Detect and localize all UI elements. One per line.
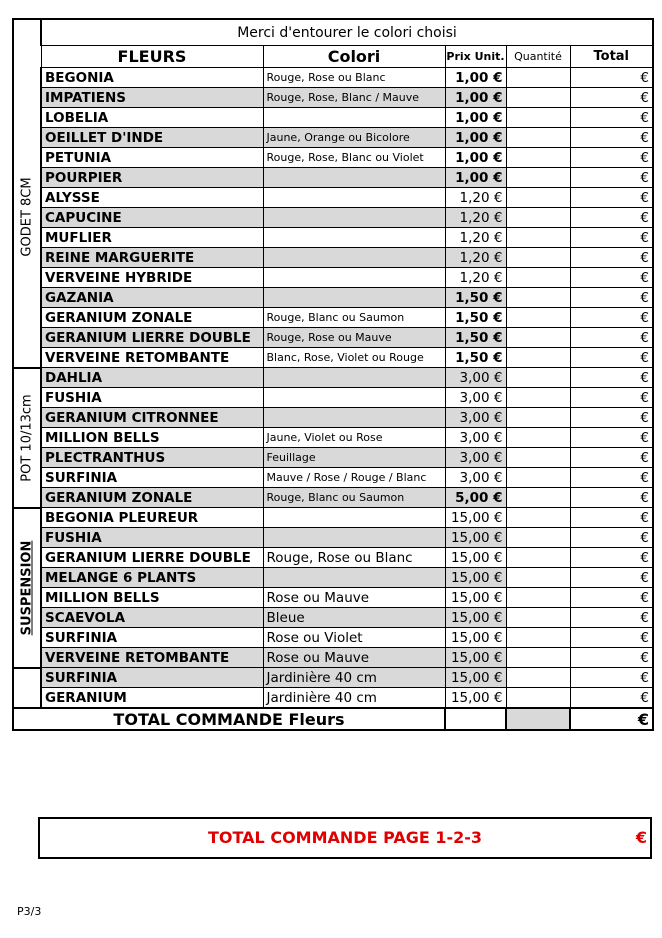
table-row	[13, 428, 653, 448]
quantity-cell[interactable]	[506, 608, 570, 628]
col-header-colori: Colori	[263, 46, 445, 68]
unit-price: 15,00 €	[445, 668, 506, 688]
colori-cell[interactable]: Rouge, Rose ou Blanc	[263, 68, 445, 88]
colori-cell[interactable]: Rouge, Blanc ou Saumon	[263, 308, 445, 328]
flower-name: POURPIER	[41, 168, 263, 188]
line-total: €	[570, 208, 653, 228]
unit-price: 15,00 €	[445, 628, 506, 648]
page-number: P3/3	[17, 905, 42, 918]
line-total: €	[570, 588, 653, 608]
colori-cell[interactable]: Mauve / Rose / Rouge / Blanc	[263, 468, 445, 488]
colori-cell[interactable]	[263, 268, 445, 288]
flower-name: LOBELIA	[41, 108, 263, 128]
quantity-cell[interactable]	[506, 168, 570, 188]
unit-price: 1,00 €	[445, 68, 506, 88]
unit-price: 1,50 €	[445, 308, 506, 328]
flower-name: MILLION BELLS	[41, 428, 263, 448]
line-total: €	[570, 488, 653, 508]
line-total: €	[570, 408, 653, 428]
colori-cell[interactable]: Rose ou Mauve	[263, 648, 445, 668]
unit-price: 15,00 €	[445, 508, 506, 528]
colori-cell[interactable]	[263, 188, 445, 208]
flower-name: IMPATIENS	[41, 88, 263, 108]
table-row	[13, 188, 653, 208]
table-row	[13, 148, 653, 168]
colori-cell[interactable]: Blanc, Rose, Violet ou Rouge	[263, 348, 445, 368]
flower-name: GERANIUM	[41, 688, 263, 709]
table-row	[13, 648, 653, 668]
col-header-prix: Prix Unit.	[445, 46, 506, 68]
unit-price: 15,00 €	[445, 588, 506, 608]
total-quantity-cell	[506, 708, 570, 730]
total-fleurs-value: €	[570, 708, 653, 730]
flower-name: GAZANIA	[41, 288, 263, 308]
quantity-cell[interactable]	[506, 588, 570, 608]
flower-name: OEILLET D'INDE	[41, 128, 263, 148]
colori-cell[interactable]: Jaune, Violet ou Rose	[263, 428, 445, 448]
quantity-cell[interactable]	[506, 268, 570, 288]
flower-name: FUSHIA	[41, 388, 263, 408]
flower-name: BEGONIA PLEUREUR	[41, 508, 263, 528]
line-total: €	[570, 388, 653, 408]
quantity-cell[interactable]	[506, 628, 570, 648]
table-row	[13, 668, 653, 688]
quantity-cell[interactable]	[506, 468, 570, 488]
colori-cell[interactable]: Jaune, Orange ou Bicolore	[263, 128, 445, 148]
line-total: €	[570, 628, 653, 648]
unit-price: 1,00 €	[445, 168, 506, 188]
category-cell	[13, 68, 41, 368]
quantity-cell[interactable]	[506, 248, 570, 268]
unit-price: 3,00 €	[445, 428, 506, 448]
colori-cell[interactable]: Rouge, Rose ou Mauve	[263, 328, 445, 348]
corner-cell-2	[13, 46, 41, 68]
colori-cell[interactable]: Rouge, Rose, Blanc ou Violet	[263, 148, 445, 168]
colori-cell[interactable]: Rose ou Violet	[263, 628, 445, 648]
table-row	[13, 548, 653, 568]
quantity-cell[interactable]	[506, 508, 570, 528]
unit-price: 3,00 €	[445, 388, 506, 408]
colori-cell[interactable]	[263, 288, 445, 308]
unit-price: 1,00 €	[445, 88, 506, 108]
flower-name: ALYSSE	[41, 188, 263, 208]
quantity-cell[interactable]	[506, 648, 570, 668]
line-total: €	[570, 288, 653, 308]
table-row	[13, 88, 653, 108]
quantity-cell[interactable]	[506, 228, 570, 248]
unit-price: 1,00 €	[445, 148, 506, 168]
flower-name: SURFINIA	[41, 668, 263, 688]
colori-cell[interactable]: Jardinière 40 cm	[263, 688, 445, 709]
table-row	[13, 448, 653, 468]
order-form	[12, 18, 652, 731]
unit-price: 15,00 €	[445, 608, 506, 628]
unit-price: 1,20 €	[445, 248, 506, 268]
quantity-cell[interactable]	[506, 88, 570, 108]
flower-name: GERANIUM LIERRE DOUBLE	[41, 548, 263, 568]
table-row	[13, 688, 653, 709]
table-row	[13, 588, 653, 608]
grand-total-label: TOTAL COMMANDE PAGE 1-2-3	[207, 828, 483, 847]
line-total: €	[570, 68, 653, 88]
quantity-cell[interactable]	[506, 348, 570, 368]
flower-name: GERANIUM LIERRE DOUBLE	[41, 328, 263, 348]
quantity-cell[interactable]	[506, 148, 570, 168]
quantity-cell[interactable]	[506, 428, 570, 448]
line-total: €	[570, 448, 653, 468]
quantity-cell[interactable]	[506, 328, 570, 348]
flower-name: CAPUCINE	[41, 208, 263, 228]
table-row	[13, 568, 653, 588]
colori-cell[interactable]: Bleue	[263, 608, 445, 628]
unit-price: 15,00 €	[445, 528, 506, 548]
line-total: €	[570, 368, 653, 388]
table-row	[13, 388, 653, 408]
unit-price: 15,00 €	[445, 688, 506, 709]
unit-price: 1,20 €	[445, 228, 506, 248]
unit-price: 15,00 €	[445, 568, 506, 588]
quantity-cell[interactable]	[506, 568, 570, 588]
flower-name: VERVEINE RETOMBANTE	[41, 648, 263, 668]
colori-cell[interactable]	[263, 368, 445, 388]
table-row	[13, 348, 653, 368]
total-fleurs-label: TOTAL COMMANDE Fleurs	[13, 708, 445, 730]
unit-price: 5,00 €	[445, 488, 506, 508]
quantity-cell[interactable]	[506, 688, 570, 709]
col-header-fleurs: FLEURS	[41, 46, 263, 68]
colori-cell[interactable]	[263, 228, 445, 248]
line-total: €	[570, 528, 653, 548]
unit-price: 1,20 €	[445, 188, 506, 208]
line-total: €	[570, 148, 653, 168]
flower-name: BEGONIA	[41, 68, 263, 88]
line-total: €	[570, 188, 653, 208]
quantity-cell[interactable]	[506, 668, 570, 688]
flower-name: GERANIUM ZONALE	[41, 488, 263, 508]
colori-cell[interactable]	[263, 528, 445, 548]
table-row	[13, 328, 653, 348]
flower-name: VERVEINE RETOMBANTE	[41, 348, 263, 368]
colori-cell[interactable]: Rouge, Blanc ou Saumon	[263, 488, 445, 508]
flower-name: DAHLIA	[41, 368, 263, 388]
flower-name: MELANGE 6 PLANTS	[41, 568, 263, 588]
order-table	[12, 18, 654, 731]
unit-price: 15,00 €	[445, 548, 506, 568]
total-fleurs-row	[13, 708, 653, 730]
colori-cell[interactable]: Feuillage	[263, 448, 445, 468]
line-total: €	[570, 308, 653, 328]
colori-cell[interactable]	[263, 168, 445, 188]
table-row	[13, 228, 653, 248]
line-total: €	[570, 328, 653, 348]
colori-cell[interactable]	[263, 568, 445, 588]
unit-price: 1,20 €	[445, 268, 506, 288]
instruction-title: Merci d'entourer le colori choisi	[41, 19, 653, 46]
table-row	[13, 628, 653, 648]
table-row	[13, 68, 653, 88]
unit-price: 15,00 €	[445, 648, 506, 668]
unit-price: 3,00 €	[445, 368, 506, 388]
corner-cell	[13, 19, 41, 46]
table-row	[13, 308, 653, 328]
unit-price: 1,50 €	[445, 348, 506, 368]
line-total: €	[570, 108, 653, 128]
colori-cell[interactable]	[263, 408, 445, 428]
quantity-cell[interactable]	[506, 208, 570, 228]
flower-name: PETUNIA	[41, 148, 263, 168]
table-row	[13, 608, 653, 628]
table-row	[13, 508, 653, 528]
unit-price: 1,50 €	[445, 288, 506, 308]
table-row	[13, 208, 653, 228]
quantity-cell[interactable]	[506, 448, 570, 468]
line-total: €	[570, 348, 653, 368]
grand-total-box	[38, 817, 652, 859]
unit-price: 1,00 €	[445, 108, 506, 128]
line-total: €	[570, 508, 653, 528]
table-row	[13, 408, 653, 428]
flower-name: FUSHIA	[41, 528, 263, 548]
quantity-cell[interactable]	[506, 488, 570, 508]
quantity-cell[interactable]	[506, 108, 570, 128]
table-row	[13, 268, 653, 288]
flower-name: GERANIUM CITRONNEE	[41, 408, 263, 428]
colori-cell[interactable]: Rose ou Mauve	[263, 588, 445, 608]
table-row	[13, 368, 653, 388]
colori-cell[interactable]	[263, 248, 445, 268]
colori-cell[interactable]	[263, 388, 445, 408]
table-row	[13, 528, 653, 548]
col-header-quantite: Quantité	[506, 46, 570, 68]
unit-price: 1,50 €	[445, 328, 506, 348]
unit-price: 3,00 €	[445, 408, 506, 428]
table-row	[13, 108, 653, 128]
quantity-cell[interactable]	[506, 388, 570, 408]
colori-cell[interactable]	[263, 208, 445, 228]
flower-name: VERVEINE HYBRIDE	[41, 268, 263, 288]
flower-name: PLECTRANTHUS	[41, 448, 263, 468]
table-row	[13, 468, 653, 488]
flower-name: MILLION BELLS	[41, 588, 263, 608]
grand-total-value: €	[635, 828, 647, 847]
unit-price: 1,20 €	[445, 208, 506, 228]
line-total: €	[570, 568, 653, 588]
table-row	[13, 288, 653, 308]
unit-price: 3,00 €	[445, 468, 506, 488]
quantity-cell[interactable]	[506, 68, 570, 88]
line-total: €	[570, 428, 653, 448]
col-header-total: Total	[570, 46, 653, 68]
unit-price: 3,00 €	[445, 448, 506, 468]
category-cell	[13, 668, 41, 709]
category-label: GODET 8CM	[19, 177, 35, 257]
colori-cell[interactable]	[263, 108, 445, 128]
table-row	[13, 168, 653, 188]
line-total: €	[570, 548, 653, 568]
category-label: POT 10/13cm	[19, 393, 35, 482]
table-row	[13, 488, 653, 508]
line-total: €	[570, 168, 653, 188]
quantity-cell[interactable]	[506, 288, 570, 308]
line-total: €	[570, 608, 653, 628]
line-total: €	[570, 228, 653, 248]
quantity-cell[interactable]	[506, 548, 570, 568]
line-total: €	[570, 248, 653, 268]
line-total: €	[570, 88, 653, 108]
category-cell	[13, 368, 41, 508]
total-gap-cell	[445, 708, 506, 730]
category-cell	[13, 508, 41, 668]
category-label: SUSPENSION	[19, 540, 35, 635]
flower-name: SCAEVOLA	[41, 608, 263, 628]
flower-name: GERANIUM ZONALE	[41, 308, 263, 328]
flower-name: MUFLIER	[41, 228, 263, 248]
colori-cell[interactable]	[263, 508, 445, 528]
line-total: €	[570, 268, 653, 288]
colori-cell[interactable]: Jardinière 40 cm	[263, 668, 445, 688]
line-total: €	[570, 648, 653, 668]
quantity-cell[interactable]	[506, 128, 570, 148]
quantity-cell[interactable]	[506, 308, 570, 328]
line-total: €	[570, 468, 653, 488]
table-row	[13, 248, 653, 268]
colori-cell[interactable]: Rouge, Rose ou Blanc	[263, 548, 445, 568]
flower-name: SURFINIA	[41, 468, 263, 488]
line-total: €	[570, 688, 653, 709]
quantity-cell[interactable]	[506, 368, 570, 388]
flower-name: SURFINIA	[41, 628, 263, 648]
quantity-cell[interactable]	[506, 408, 570, 428]
quantity-cell[interactable]	[506, 528, 570, 548]
line-total: €	[570, 128, 653, 148]
flower-name: REINE MARGUERITE	[41, 248, 263, 268]
line-total: €	[570, 668, 653, 688]
table-row	[13, 128, 653, 148]
unit-price: 1,00 €	[445, 128, 506, 148]
colori-cell[interactable]: Rouge, Rose, Blanc / Mauve	[263, 88, 445, 108]
quantity-cell[interactable]	[506, 188, 570, 208]
